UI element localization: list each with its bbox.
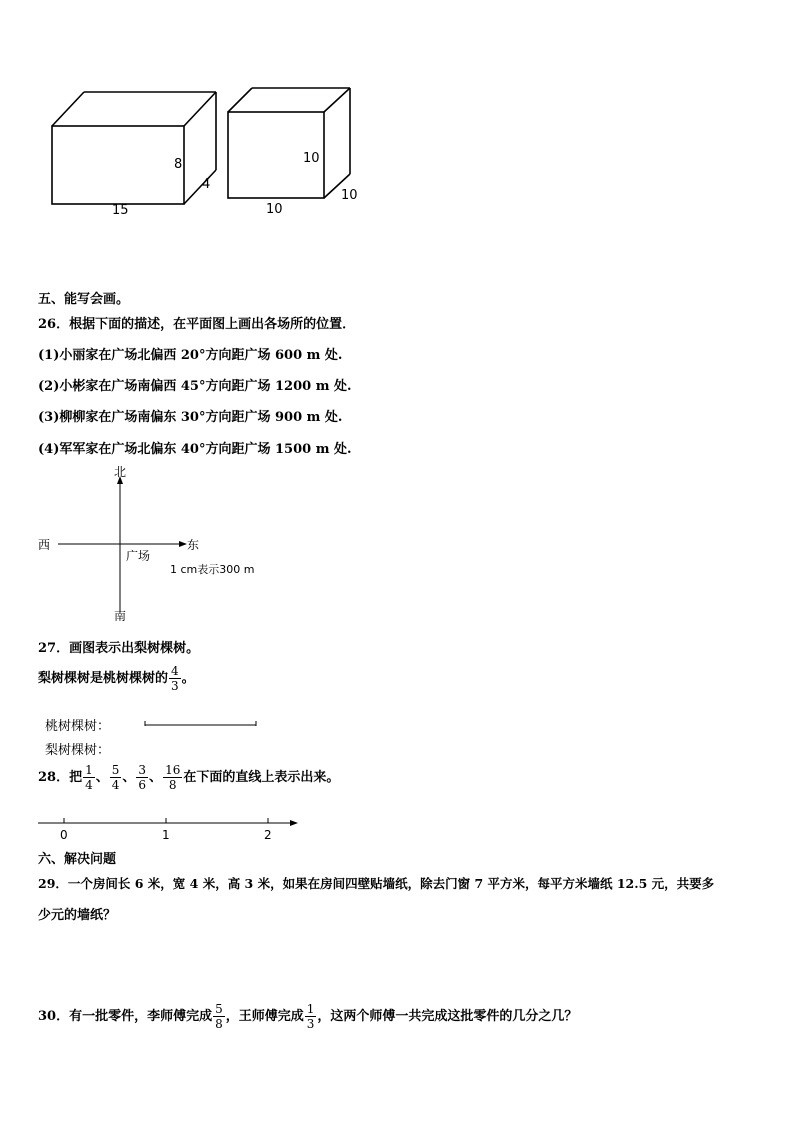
- q30-fraction-2: [305, 1002, 317, 1031]
- number-line-label-2: 2: [264, 828, 272, 842]
- number-line-label-0: 0: [60, 828, 68, 842]
- q27-fraction-denominator: 3: [171, 679, 179, 693]
- q26-item-2: (2)小彬家在广场南偏西 45°方向距广场 1200 m 处.: [38, 379, 352, 394]
- q28-fraction-2-numerator: 5: [111, 763, 120, 777]
- q28-fraction-2-denominator: 4: [111, 778, 120, 792]
- scale-label: 1 cm表示300 m: [170, 563, 255, 576]
- q28-suffix: 在下面的直线上表示出来。: [183, 770, 340, 785]
- q26-item-3: (3)柳柳家在广场南偏东 30°方向距广场 900 m 处.: [38, 410, 343, 425]
- q27-text-before: 梨树棵树是桃树棵树的: [38, 671, 169, 686]
- q28-fraction-3: [136, 763, 148, 792]
- north-label: 北: [114, 465, 127, 479]
- q27-condition: [38, 664, 195, 693]
- west-label: 西: [38, 538, 51, 552]
- cuboid-a-depth-label: 4: [202, 177, 211, 192]
- q26-item-1: (1)小丽家在广场北偏西 20°方向距广场 600 m 处.: [38, 348, 343, 363]
- q28-separator: 、: [149, 770, 163, 785]
- cuboid-a-width-label: 15: [112, 203, 129, 218]
- q29-line-1: 29．一个房间长 6 米，宽 4 米，高 3 米，如果在房间四壁贴墙纸，除去门窗 7 平方米，每平方米墙纸 12.5 元，共要多: [38, 876, 715, 891]
- q28-fraction-2: [110, 763, 122, 792]
- peach-tree-segment: [140, 717, 262, 729]
- q29-line-2: 少元的墙纸？: [38, 908, 117, 923]
- pear-tree-label: 梨树棵树：: [45, 743, 111, 758]
- q28-prefix: 28．把: [38, 770, 83, 785]
- q28-separator: 、: [95, 770, 109, 785]
- number-line-label-1: 1: [162, 828, 170, 842]
- q30-part-1: 30．有一批零件，李师傅完成: [38, 1009, 213, 1024]
- compass-diagram: [30, 462, 270, 630]
- q30-part-2: ，王师傅完成: [225, 1009, 304, 1024]
- q28-fraction-1-denominator: 4: [85, 778, 93, 792]
- section-5-title: 五、能写会画。: [38, 292, 130, 307]
- number-line: [36, 814, 302, 844]
- q30-fraction-1: [213, 1002, 225, 1031]
- q27-fraction-numerator: 4: [171, 664, 179, 678]
- q28-fraction-4-numerator: 16: [165, 763, 181, 777]
- q27-text-after: 。: [181, 671, 195, 686]
- number-line-arrow-icon: [290, 820, 298, 826]
- q30-fraction-1-denominator: 8: [215, 1017, 223, 1031]
- q28-fraction-3-numerator: 3: [138, 763, 147, 777]
- q28-separator: 、: [122, 770, 136, 785]
- q26-stem: 26．根据下面的描述，在平面图上画出各场所的位置．: [38, 317, 356, 332]
- plaza-label: 广场: [126, 549, 151, 563]
- q28-fraction-4: [163, 763, 182, 792]
- q28-stem: [38, 763, 339, 792]
- cuboid-b-height-label: 10: [303, 151, 320, 166]
- east-arrow-icon: [179, 541, 187, 547]
- section-6-title: 六、解决问题: [38, 852, 117, 867]
- cuboid-b-depth-label: 10: [341, 188, 358, 203]
- q30-fraction-2-numerator: 1: [306, 1002, 315, 1016]
- q28-fraction-1: [83, 763, 95, 792]
- q30-fraction-1-numerator: 5: [215, 1002, 223, 1016]
- q27-fraction: [169, 664, 181, 693]
- south-label: 南: [114, 609, 127, 623]
- east-label: 东: [187, 538, 200, 552]
- cuboid-b: [228, 88, 350, 198]
- q30-part-3: ，这两个师傅一共完成这批零件的几分之几？: [317, 1009, 578, 1024]
- q30-stem: [38, 1002, 577, 1031]
- q28-fraction-1-numerator: 1: [85, 763, 93, 777]
- peach-tree-label: 桃树棵树：: [45, 719, 111, 734]
- q27-stem: 27．画图表示出梨树棵树。: [38, 641, 200, 656]
- cuboid-a: [52, 92, 216, 204]
- q30-fraction-2-denominator: 3: [306, 1017, 315, 1031]
- cuboid-figures: [40, 82, 370, 222]
- q28-fraction-4-denominator: 8: [168, 778, 177, 792]
- q28-fraction-3-denominator: 6: [138, 778, 147, 792]
- cuboid-a-height-label: 8: [174, 157, 183, 172]
- q26-item-4: (4)军军家在广场北偏东 40°方向距广场 1500 m 处.: [38, 442, 352, 457]
- cuboid-b-width-label: 10: [266, 202, 283, 217]
